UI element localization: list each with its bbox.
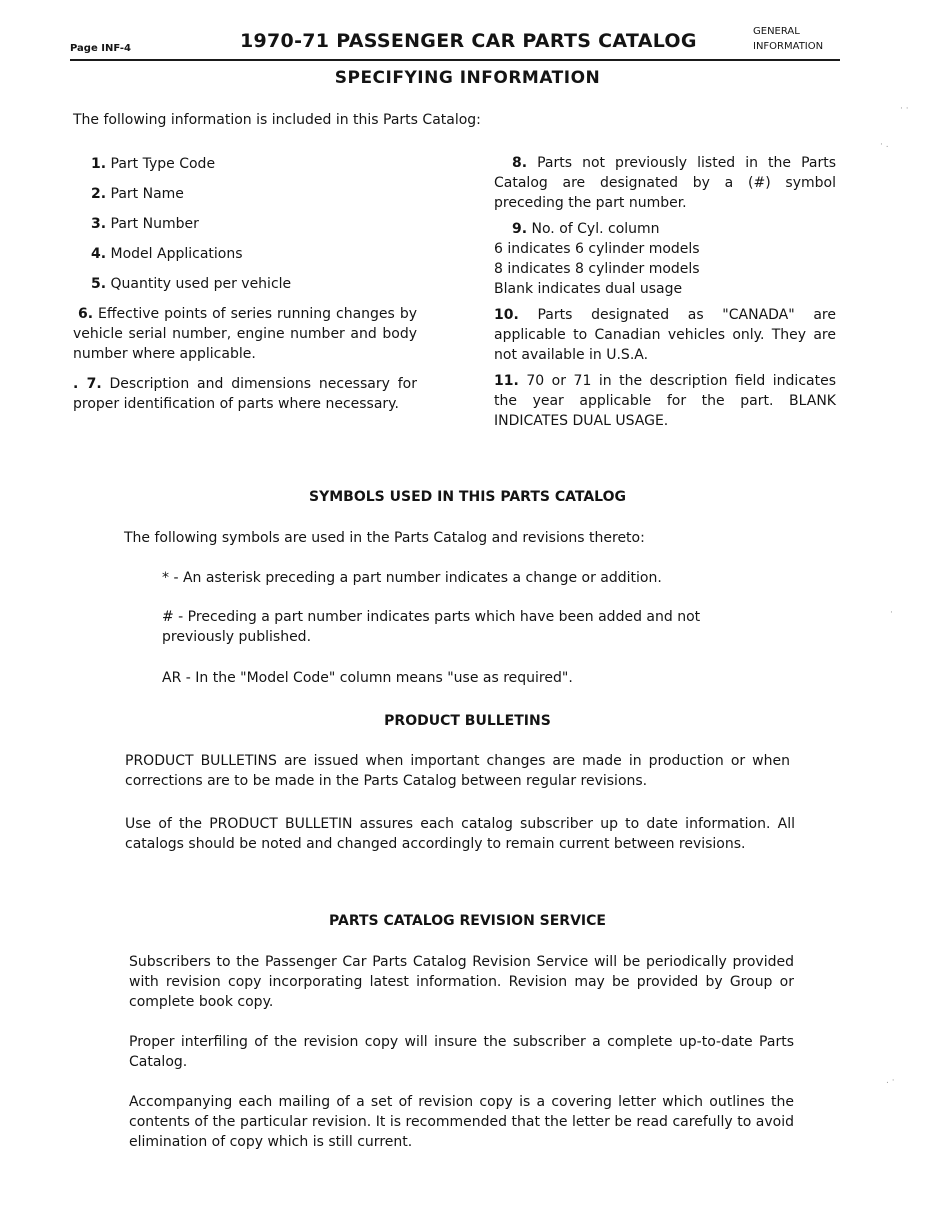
page-number: Page INF-4 [70,43,131,54]
list-item: Blank indicates dual usage [494,281,683,297]
header-rule [70,59,840,61]
bulletins-heading: PRODUCT BULLETINS [384,713,551,729]
symbol-asterisk: * - An asterisk preceding a part number indicates a change or addition. [162,570,662,586]
section-label-line2: INFORMATION [753,41,824,52]
list-item: 1. Part Type Code [91,156,216,172]
symbol-hash: # - Preceding a part number indicates parts which have been added and not previously published. [162,609,701,645]
scan-speck: · · [900,104,909,114]
revision-paragraph-2: Proper interfiling of the revision copy will insure the subscriber a complete up-to-date Parts Catalog. [129,1034,794,1070]
left-column [73,154,417,414]
bulletins-paragraph-1: PRODUCT BULLETINS are issued when important changes are made in production or when corrections are to be made in the Parts Catalog between regular revisions. [125,753,790,789]
list-item: 2. Part Name [91,186,184,202]
specifying-heading: SPECIFYING INFORMATION [334,68,601,88]
list-item: 10. Parts designated as "CANADA" are applicable to Canadian vehicles only. They are not available in U.S.A. [494,307,836,363]
list-item: . 7. Description and dimensions necessary for proper identification of parts where necessary. [73,376,417,412]
list-item: 6 indicates 6 cylinder models [494,241,700,257]
list-item: 8 indicates 8 cylinder models [494,261,700,277]
list-item: 3. Part Number [91,216,199,232]
section-label-line1: GENERAL [753,26,800,37]
right-column [494,153,836,431]
list-item: 5. Quantity used per vehicle [91,276,292,292]
symbols-heading: SYMBOLS USED IN THIS PARTS CATALOG [309,489,626,505]
symbol-ar: AR - In the "Model Code" column means "use as required". [162,670,573,686]
revision-paragraph-3: Accompanying each mailing of a set of revision copy is a covering letter which outlines the contents of the particular revision. It is recommended that the letter be read carefully to avoid elimination of copy which is still current. [129,1094,794,1150]
list-item: 8. Parts not previously listed in the Parts Catalog are designated by a (#) symbol preceding the part number. [494,155,836,211]
symbols-intro: The following symbols are used in the Parts Catalog and revisions thereto: [124,530,645,546]
scan-speck: · [890,608,893,618]
list-item: 6. Effective points of series running changes by vehicle serial number, engine number and body number where applicable. [73,306,417,362]
list-item: 9. No. of Cyl. column [512,221,660,237]
catalog-title: 1970-71 PASSENGER CAR PARTS CATALOG [240,30,697,52]
specifying-intro: The following information is included in this Parts Catalog: [73,112,481,128]
list-item: 11. 70 or 71 in the description field indicates the year applicable for the part. BLANK INDICATES DUAL USAGE. [494,373,836,429]
bulletins-paragraph-2: Use of the PRODUCT BULLETIN assures each catalog subscriber up to date information. All catalogs should be noted and changed accordingly to remain current between revisions. [125,816,795,852]
scan-speck: · . [880,140,889,150]
list-item: 4. Model Applications [91,246,243,262]
revision-heading: PARTS CATALOG REVISION SERVICE [329,913,606,929]
revision-paragraph-1: Subscribers to the Passenger Car Parts Catalog Revision Service will be periodically provided with revision copy incorporating latest information. Revision may be provided by Group or complete book copy. [129,954,794,1010]
section-label [753,24,823,54]
scan-speck: . · [886,1076,895,1086]
